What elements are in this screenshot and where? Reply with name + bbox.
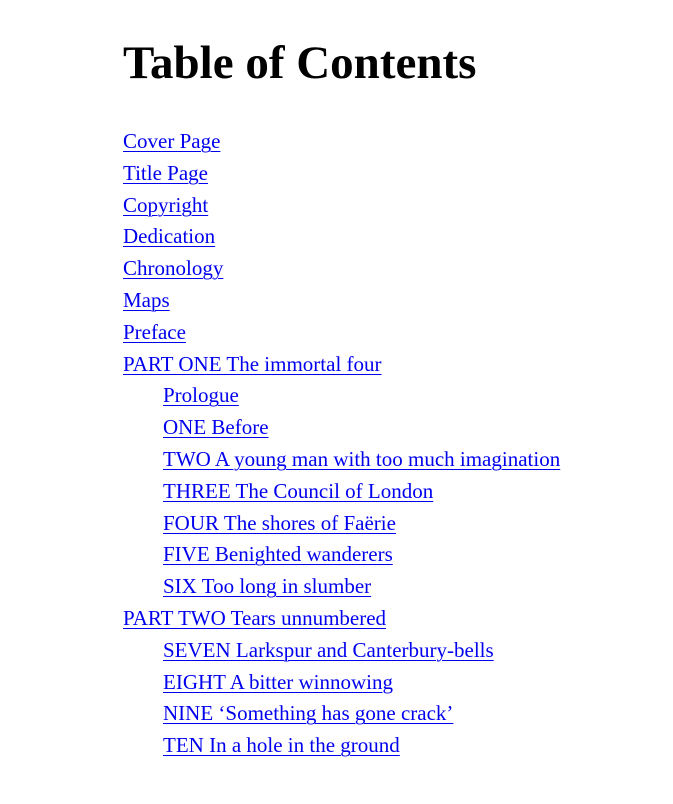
toc-item (123, 221, 673, 253)
toc-page (123, 0, 673, 762)
toc-item (123, 412, 673, 444)
toc-item (123, 508, 673, 540)
toc-item (123, 126, 673, 158)
toc-link-chapter-ten[interactable]: TEN In a hole in the ground (163, 733, 400, 758)
toc-link-part-one[interactable]: PART ONE The immortal four (123, 351, 382, 376)
toc-item (123, 253, 673, 285)
toc-link-chapter-two[interactable]: TWO A young man with too much imagination (163, 446, 561, 471)
toc-link-chapter-three[interactable]: THREE The Council of London (163, 478, 434, 503)
toc-link-chapter-one[interactable]: ONE Before (163, 415, 269, 440)
toc-link-chapter-six[interactable]: SIX Too long in slumber (163, 574, 372, 599)
toc-link-title-page[interactable]: Title Page (123, 160, 208, 185)
toc-item (123, 380, 673, 412)
toc-link-cover-page[interactable]: Cover Page (123, 129, 221, 153)
toc-item (123, 539, 673, 571)
toc-link-maps[interactable]: Maps (123, 287, 170, 312)
toc-item (123, 635, 673, 667)
toc-item (123, 571, 673, 603)
toc-item (123, 444, 673, 476)
toc-item (123, 730, 673, 762)
toc-link-chapter-four[interactable]: FOUR The shores of Faërie (163, 510, 396, 535)
toc-link-chronology[interactable]: Chronology (123, 256, 224, 281)
toc-link-chapter-seven[interactable]: SEVEN Larkspur and Canterbury-bells (163, 637, 494, 662)
toc-link-chapter-five[interactable]: FIVE Benighted wanderers (163, 542, 393, 567)
toc-item (123, 698, 673, 730)
toc-item (123, 317, 673, 349)
toc-item (123, 667, 673, 699)
toc-link-dedication[interactable]: Dedication (123, 224, 216, 249)
toc-item (123, 349, 673, 381)
toc-link-prologue[interactable]: Prologue (163, 383, 239, 408)
page-title: Table of Contents (123, 37, 477, 89)
toc-link-part-two[interactable]: PART TWO Tears unnumbered (123, 605, 387, 630)
toc-link-preface[interactable]: Preface (123, 319, 186, 344)
toc-list (123, 88, 673, 762)
toc-item (123, 285, 673, 317)
toc-link-chapter-eight[interactable]: EIGHT A bitter winnowing (163, 669, 394, 694)
toc-item (123, 158, 673, 190)
toc-item (123, 476, 673, 508)
toc-link-chapter-nine[interactable]: NINE ‘Something has gone crack’ (163, 701, 454, 726)
toc-link-copyright[interactable]: Copyright (123, 192, 209, 217)
toc-item (123, 603, 673, 635)
toc-item (123, 190, 673, 222)
